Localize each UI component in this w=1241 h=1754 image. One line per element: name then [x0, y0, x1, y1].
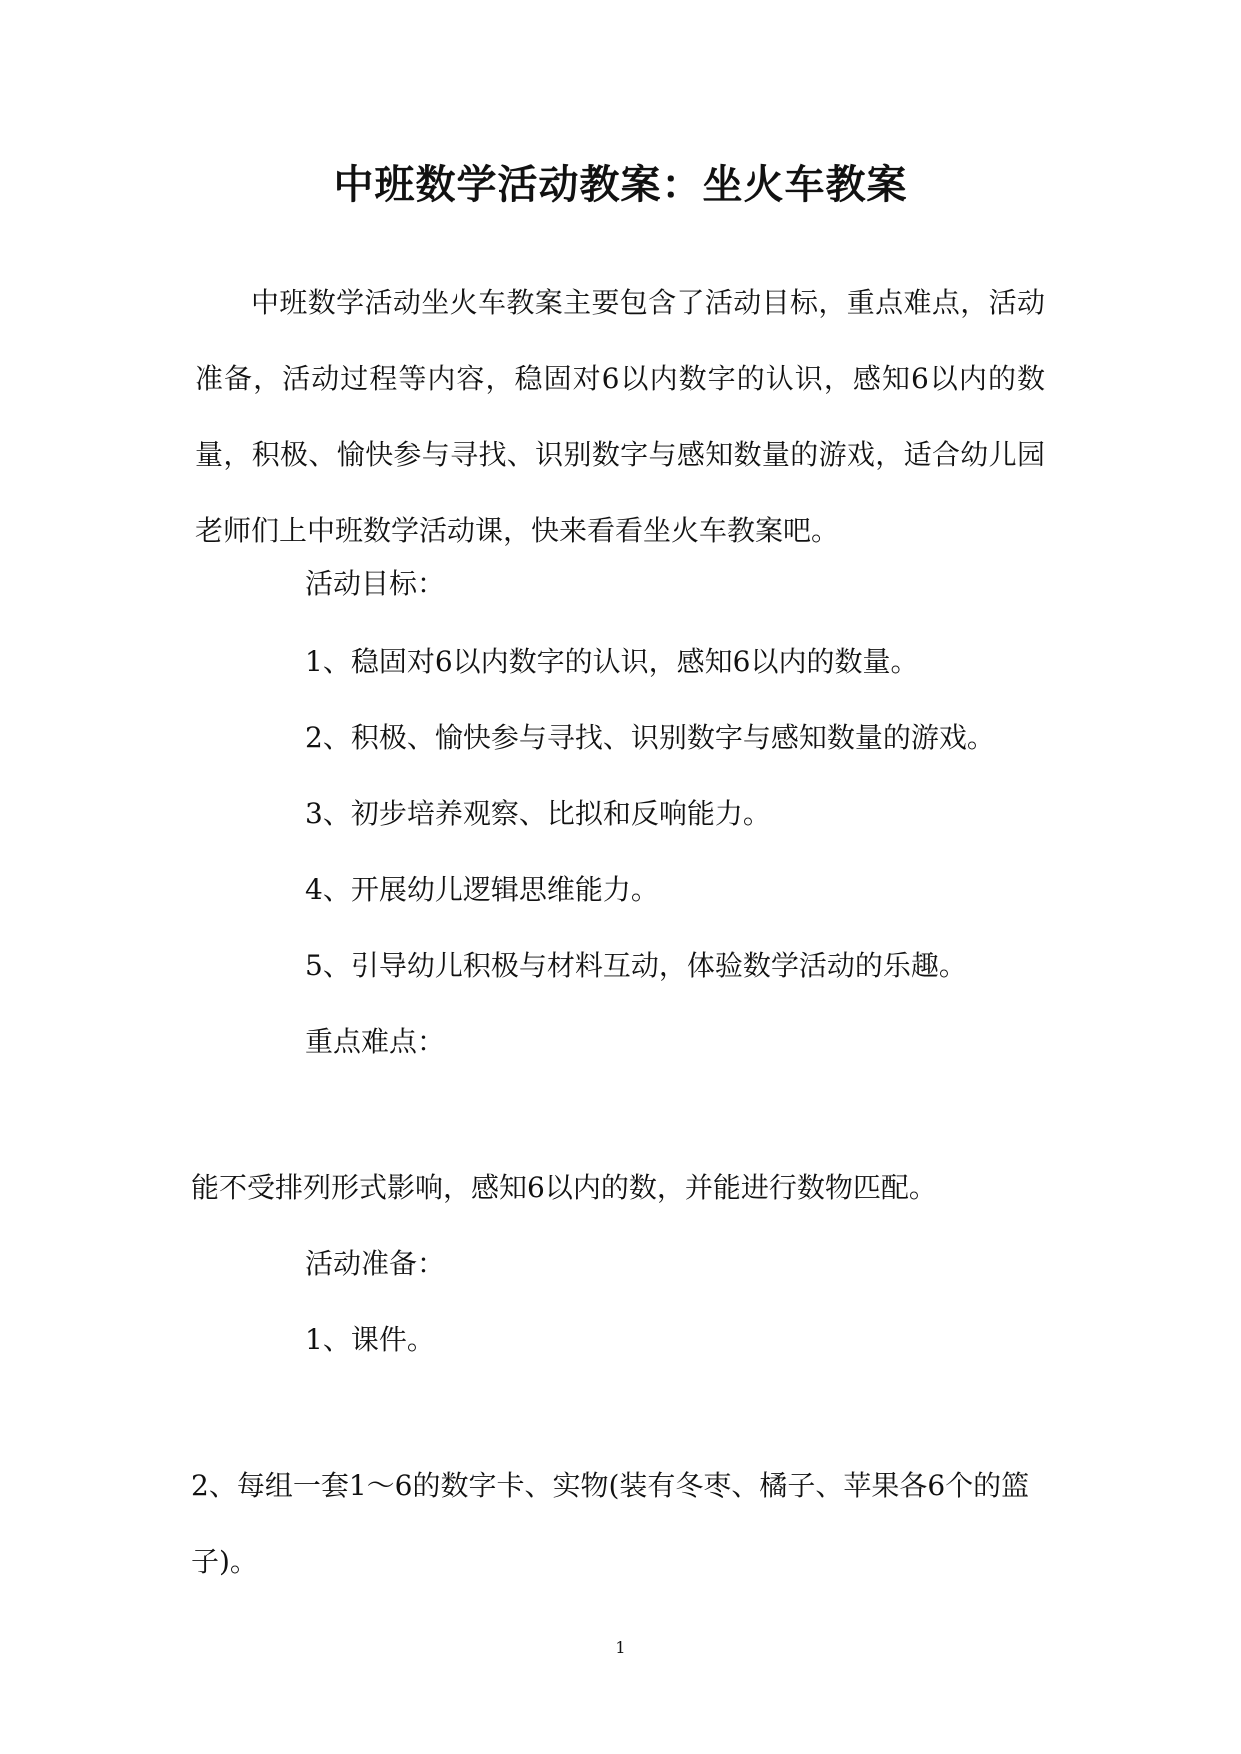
goal-item-4: 4、开展幼儿逻辑思维能力。: [305, 873, 659, 906]
document-title: 中班数学活动教案：坐火车教案: [333, 161, 908, 208]
prep-item-2-line-2: 子)。: [191, 1545, 258, 1578]
page-number: 1: [615, 1638, 626, 1657]
intro-paragraph: 中班数学活动坐火车教案主要包含了活动目标，重点难点，活动准备，活动过程等内容，稳固对6以内数字的认识，感知6以内的数量，积极、愉快参与寻找、识别数字与感知数量的游戏，适合幼儿园老师们上中班数学活动课，快来看看坐火车教案吧。: [195, 286, 1045, 547]
goal-item-2: 2、积极、愉快参与寻找、识别数字与感知数量的游戏。: [305, 721, 995, 754]
goal-item-1: 1、稳固对6以内数字的认识，感知6以内的数量。: [305, 645, 919, 678]
goal-item-5: 5、引导幼儿积极与材料互动，体验数学活动的乐趣。: [305, 949, 967, 982]
key-points-heading: 重点难点：: [305, 1025, 446, 1058]
goal-item-3: 3、初步培养观察、比拟和反响能力。: [305, 797, 771, 830]
key-points-text: 能不受排列形式影响，感知6以内的数，并能进行数物匹配。: [191, 1171, 937, 1204]
goals-heading: 活动目标：: [305, 567, 446, 600]
prep-heading: 活动准备：: [305, 1247, 446, 1280]
prep-item-1: 1、课件。: [305, 1323, 435, 1356]
prep-item-2-line-1: 2、每组一套1～6的数字卡、实物(装有冬枣、橘子、苹果各6个的篮: [191, 1469, 1030, 1502]
